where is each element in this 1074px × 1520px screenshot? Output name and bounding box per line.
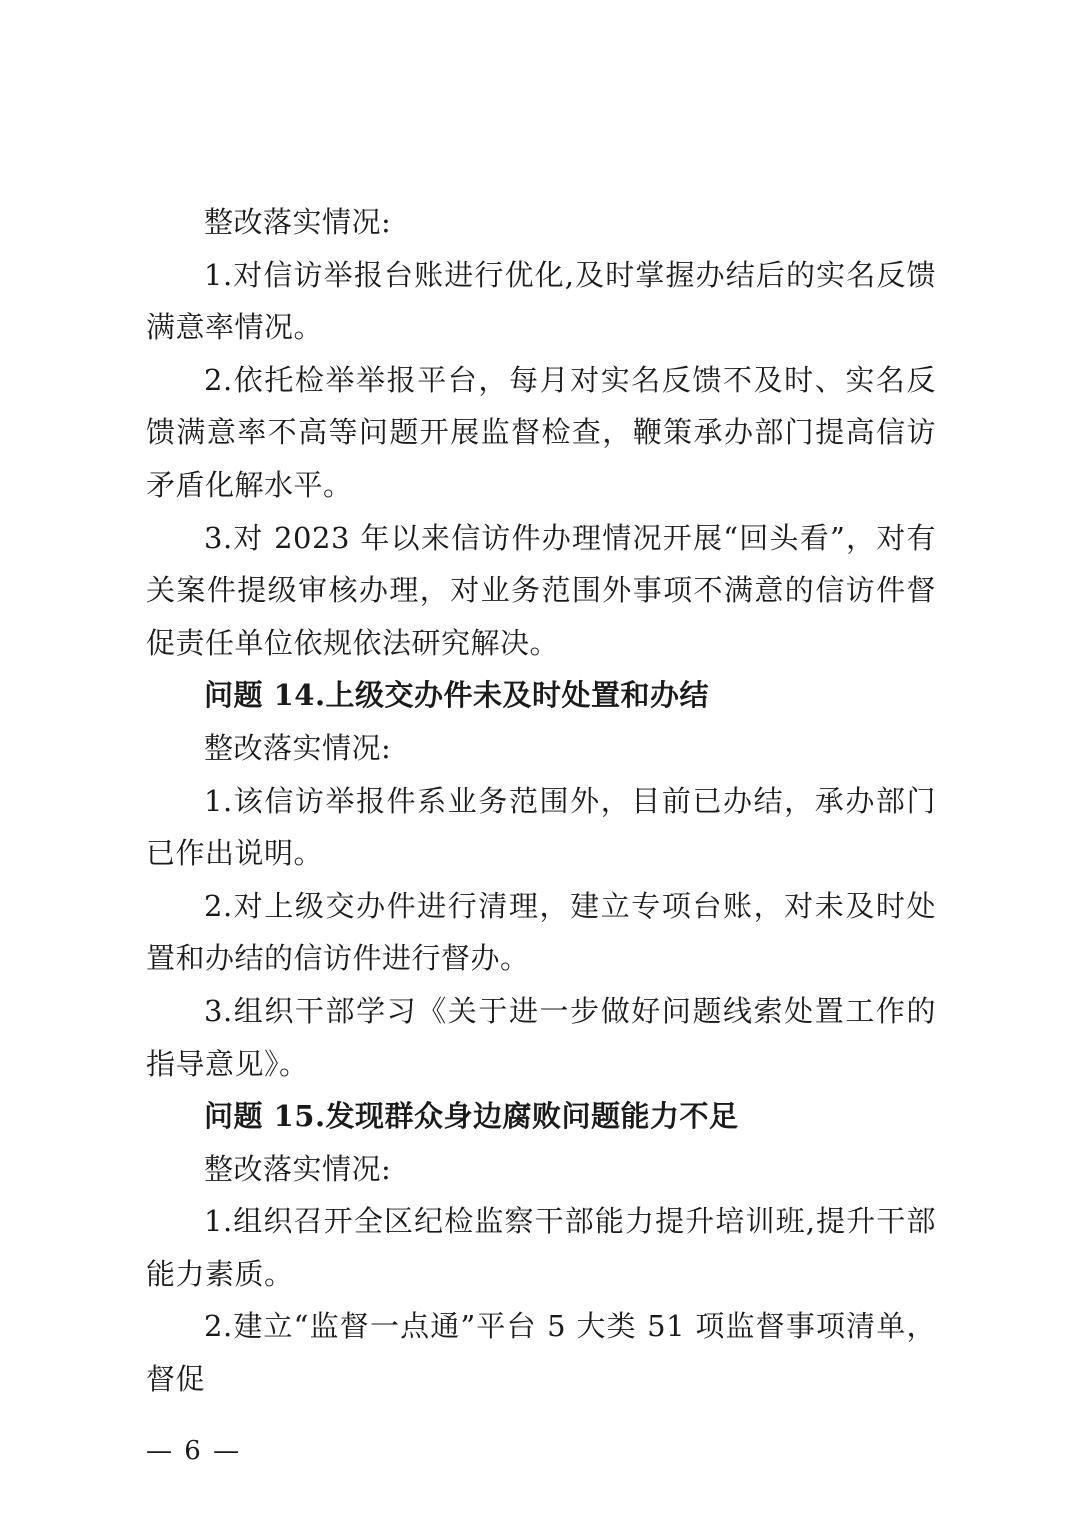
paragraph: 3.对 2023 年以来信访件办理情况开展“回头看”，对有关案件提级审核办理，对业务范围外事项不满意的信访件督促责任单位依规依法研究解决。 (146, 520, 936, 660)
paragraph: 2.对上级交办件进行清理，建立专项台账，对未及时处置和办结的信访件进行督办。 (146, 888, 936, 976)
paragraph: 1.组织召开全区纪检监察干部能力提升培训班,提升干部能力素质。 (146, 1204, 936, 1291)
paragraph: 2.建立“监督一点通”平台 5 大类 51 项监督事项清单，督促 (146, 1309, 936, 1397)
page-number: — 6 — (146, 1436, 242, 1466)
document-body (146, 196, 936, 1406)
paragraph: 整改落实情况: (204, 1151, 392, 1186)
paragraph: 整改落实情况: (204, 205, 392, 239)
paragraph: 整改落实情况: (204, 730, 392, 765)
paragraph: 1.对信访举报台账进行优化,及时掌握办结后的实名反馈满意率情况。 (146, 257, 936, 345)
paragraph: 3.组织干部学习《关于进一步做好问题线索处置工作的指导意见》。 (146, 993, 936, 1081)
paragraph: 1.该信访举报件系业务范围外，目前已办结，承办部门已作出说明。 (146, 783, 936, 871)
section-heading: 问题 14.上级交办件未及时处置和办结 (204, 678, 710, 713)
paragraph: 2.依托检举举报平台，每月对实名反馈不及时、实名反馈满意率不高等问题开展监督检查，鞭策承办部门提高信访矛盾化解水平。 (146, 362, 936, 502)
section-heading: 问题 15.发现群众身边腐败问题能力不足 (204, 1099, 739, 1134)
